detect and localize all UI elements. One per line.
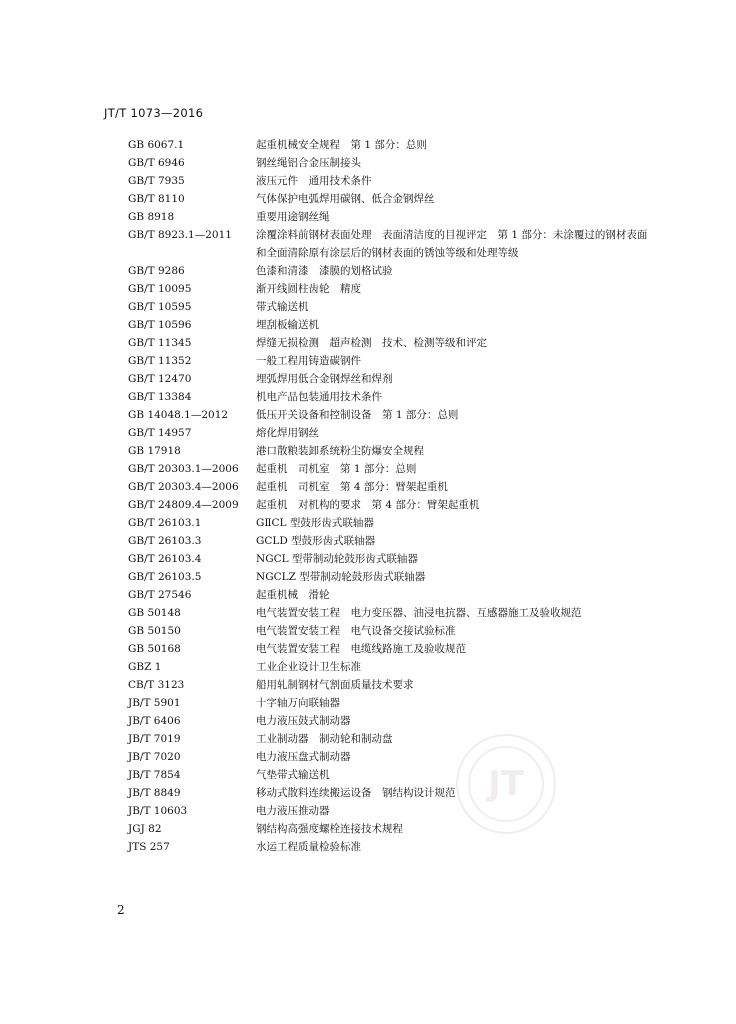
standard-code: GB/T 11352 bbox=[128, 355, 192, 367]
standard-title: 船用轧制钢材气割面质量技术要求 bbox=[256, 679, 414, 691]
reference-row bbox=[128, 550, 648, 568]
standard-code: GB/T 7935 bbox=[128, 175, 185, 187]
standard-title: GCLD 型鼓形齿式联轴器 bbox=[256, 535, 376, 547]
standard-code: CB/T 3123 bbox=[128, 679, 185, 691]
standard-code: JB/T 6406 bbox=[128, 715, 181, 727]
standard-title: 钢丝绳铝合金压制接头 bbox=[256, 157, 361, 169]
reference-row bbox=[128, 712, 648, 730]
reference-row bbox=[128, 532, 648, 550]
standard-code: GB 50148 bbox=[128, 607, 181, 619]
reference-row bbox=[128, 640, 648, 658]
standard-title: 水运工程质量检验标准 bbox=[256, 841, 361, 853]
standard-code: GB/T 27546 bbox=[128, 589, 192, 601]
standard-code: GB/T 14957 bbox=[128, 427, 192, 439]
standard-code: GB/T 10595 bbox=[128, 301, 192, 313]
reference-row bbox=[128, 622, 648, 640]
document-id-header: JT/T 1073—2016 bbox=[104, 106, 204, 120]
standard-code: GB/T 8923.1—2011 bbox=[128, 229, 232, 241]
watermark-text: JT bbox=[468, 746, 544, 822]
reference-row bbox=[128, 658, 648, 676]
standard-code: JB/T 5901 bbox=[128, 697, 181, 709]
reference-row bbox=[128, 352, 648, 370]
reference-row bbox=[128, 334, 648, 352]
standard-title: 电气装置安装工程 电缆线路施工及验收规范 bbox=[256, 643, 466, 655]
reference-row bbox=[128, 676, 648, 694]
standard-title: 电力液压盘式制动器 bbox=[256, 751, 351, 763]
standard-code: JGJ 82 bbox=[128, 823, 162, 835]
reference-row bbox=[128, 802, 648, 820]
standard-title: 起重机 对机构的要求 第 4 部分：臂架起重机 bbox=[256, 499, 480, 511]
reference-row bbox=[128, 820, 648, 838]
standard-code: GB/T 10095 bbox=[128, 283, 192, 295]
reference-row bbox=[128, 190, 648, 208]
standard-title: 涂覆涂料前钢材表面处理 表面清洁度的目视评定 第 1 部分：未涂覆过的钢材表面和全面清除原有涂层后的钢材表面的锈蚀等级和处理等级 bbox=[256, 229, 648, 259]
standard-code: GB 6067.1 bbox=[128, 139, 185, 151]
standard-title: 电力液压推动器 bbox=[256, 805, 330, 817]
standard-code: JB/T 8849 bbox=[128, 787, 181, 799]
standard-code: GB/T 20303.4—2006 bbox=[128, 481, 239, 493]
normative-references-list bbox=[128, 136, 648, 856]
standard-code: GB/T 13384 bbox=[128, 391, 192, 403]
page-number: 2 bbox=[117, 903, 125, 917]
reference-row bbox=[128, 478, 648, 496]
standard-code: GBZ 1 bbox=[128, 661, 162, 673]
standard-code: GB 8918 bbox=[128, 211, 175, 223]
reference-row bbox=[128, 514, 648, 532]
standard-title: 工业制动器 制动轮和制动盘 bbox=[256, 733, 393, 745]
reference-row bbox=[128, 226, 648, 262]
reference-row bbox=[128, 208, 648, 226]
reference-row bbox=[128, 136, 648, 154]
standard-code: GB/T 10596 bbox=[128, 319, 192, 331]
jt-logo-watermark bbox=[456, 734, 556, 834]
reference-row bbox=[128, 460, 648, 478]
reference-row bbox=[128, 586, 648, 604]
standard-title: 钢结构高强度螺栓连接技术规程 bbox=[256, 823, 403, 835]
reference-row bbox=[128, 406, 648, 424]
standard-title: NGCL 型带制动轮鼓形齿式联轴器 bbox=[256, 553, 418, 565]
standard-title: 焊缝无损检测 超声检测 技术、检测等级和评定 bbox=[256, 337, 487, 349]
reference-row bbox=[128, 766, 648, 784]
standard-title: 起重机 司机室 第 4 部分：臂架起重机 bbox=[256, 481, 448, 493]
standard-title: 埋刮板输送机 bbox=[256, 319, 319, 331]
standard-title: 带式输送机 bbox=[256, 301, 309, 313]
standard-title: GⅡCL 型鼓形齿式联轴器 bbox=[256, 517, 374, 529]
standard-code: GB/T 6946 bbox=[128, 157, 185, 169]
reference-row bbox=[128, 370, 648, 388]
standard-code: GB/T 12470 bbox=[128, 373, 192, 385]
standard-code: JTS 257 bbox=[128, 841, 170, 853]
standard-title: 埋弧焊用低合金钢焊丝和焊剂 bbox=[256, 373, 393, 385]
standard-title: 电气装置安装工程 电气设备交接试验标准 bbox=[256, 625, 456, 637]
standard-title: 低压开关设备和控制设备 第 1 部分：总则 bbox=[256, 409, 459, 421]
standard-code: GB/T 20303.1—2006 bbox=[128, 463, 239, 475]
reference-row bbox=[128, 568, 648, 586]
standard-code: GB/T 24809.4—2009 bbox=[128, 499, 239, 511]
standard-title: 港口散粮装卸系统粉尘防爆安全规程 bbox=[256, 445, 424, 457]
reference-row bbox=[128, 316, 648, 334]
reference-row bbox=[128, 784, 648, 802]
reference-row bbox=[128, 298, 648, 316]
standard-title: 起重机械安全规程 第 1 部分：总则 bbox=[256, 139, 427, 151]
standard-code: GB/T 26103.3 bbox=[128, 535, 202, 547]
reference-row bbox=[128, 154, 648, 172]
reference-row bbox=[128, 280, 648, 298]
reference-row bbox=[128, 838, 648, 856]
standard-code: JB/T 7020 bbox=[128, 751, 181, 763]
standard-title: 一般工程用铸造碳钢件 bbox=[256, 355, 361, 367]
standard-code: GB 14048.1—2012 bbox=[128, 409, 229, 421]
standard-code: GB 50168 bbox=[128, 643, 181, 655]
standard-title: 移动式散料连续搬运设备 钢结构设计规范 bbox=[256, 787, 456, 799]
standard-title: 气体保护电弧焊用碳钢、低合金钢焊丝 bbox=[256, 193, 435, 205]
standard-code: GB/T 9286 bbox=[128, 265, 185, 277]
standard-title: 气垫带式输送机 bbox=[256, 769, 330, 781]
standard-title: 工业企业设计卫生标准 bbox=[256, 661, 361, 673]
standard-title: 电力液压鼓式制动器 bbox=[256, 715, 351, 727]
reference-row bbox=[128, 604, 648, 622]
standard-code: JB/T 7019 bbox=[128, 733, 181, 745]
reference-row bbox=[128, 262, 648, 280]
standard-code: JB/T 10603 bbox=[128, 805, 188, 817]
standard-title: 电气装置安装工程 电力变压器、油浸电抗器、互感器施工及验收规范 bbox=[256, 607, 582, 619]
reference-row bbox=[128, 442, 648, 460]
reference-row bbox=[128, 694, 648, 712]
reference-row bbox=[128, 424, 648, 442]
standard-title: 机电产品包装通用技术条件 bbox=[256, 391, 382, 403]
reference-row bbox=[128, 730, 648, 748]
standard-code: JB/T 7854 bbox=[128, 769, 181, 781]
standard-title: 熔化焊用钢丝 bbox=[256, 427, 319, 439]
standard-code: GB/T 11345 bbox=[128, 337, 192, 349]
reference-row bbox=[128, 496, 648, 514]
standard-title: 液压元件 通用技术条件 bbox=[256, 175, 372, 187]
standard-title: 起重机 司机室 第 1 部分：总则 bbox=[256, 463, 417, 475]
standard-code: GB/T 26103.5 bbox=[128, 571, 202, 583]
standard-title: NGCLZ 型带制动轮鼓形齿式联轴器 bbox=[256, 571, 426, 583]
standard-title: 色漆和清漆 漆膜的划格试验 bbox=[256, 265, 393, 277]
standard-title: 渐开线圆柱齿轮 精度 bbox=[256, 283, 361, 295]
reference-row bbox=[128, 748, 648, 766]
reference-row bbox=[128, 172, 648, 190]
standard-title: 重要用途钢丝绳 bbox=[256, 211, 330, 223]
standard-code: GB 50150 bbox=[128, 625, 181, 637]
standard-code: GB/T 26103.1 bbox=[128, 517, 202, 529]
standard-title: 十字轴万向联轴器 bbox=[256, 697, 340, 709]
standard-code: GB/T 26103.4 bbox=[128, 553, 202, 565]
reference-row bbox=[128, 388, 648, 406]
standard-code: GB 17918 bbox=[128, 445, 181, 457]
standard-title: 起重机械 滑轮 bbox=[256, 589, 330, 601]
standard-code: GB/T 8110 bbox=[128, 193, 185, 205]
